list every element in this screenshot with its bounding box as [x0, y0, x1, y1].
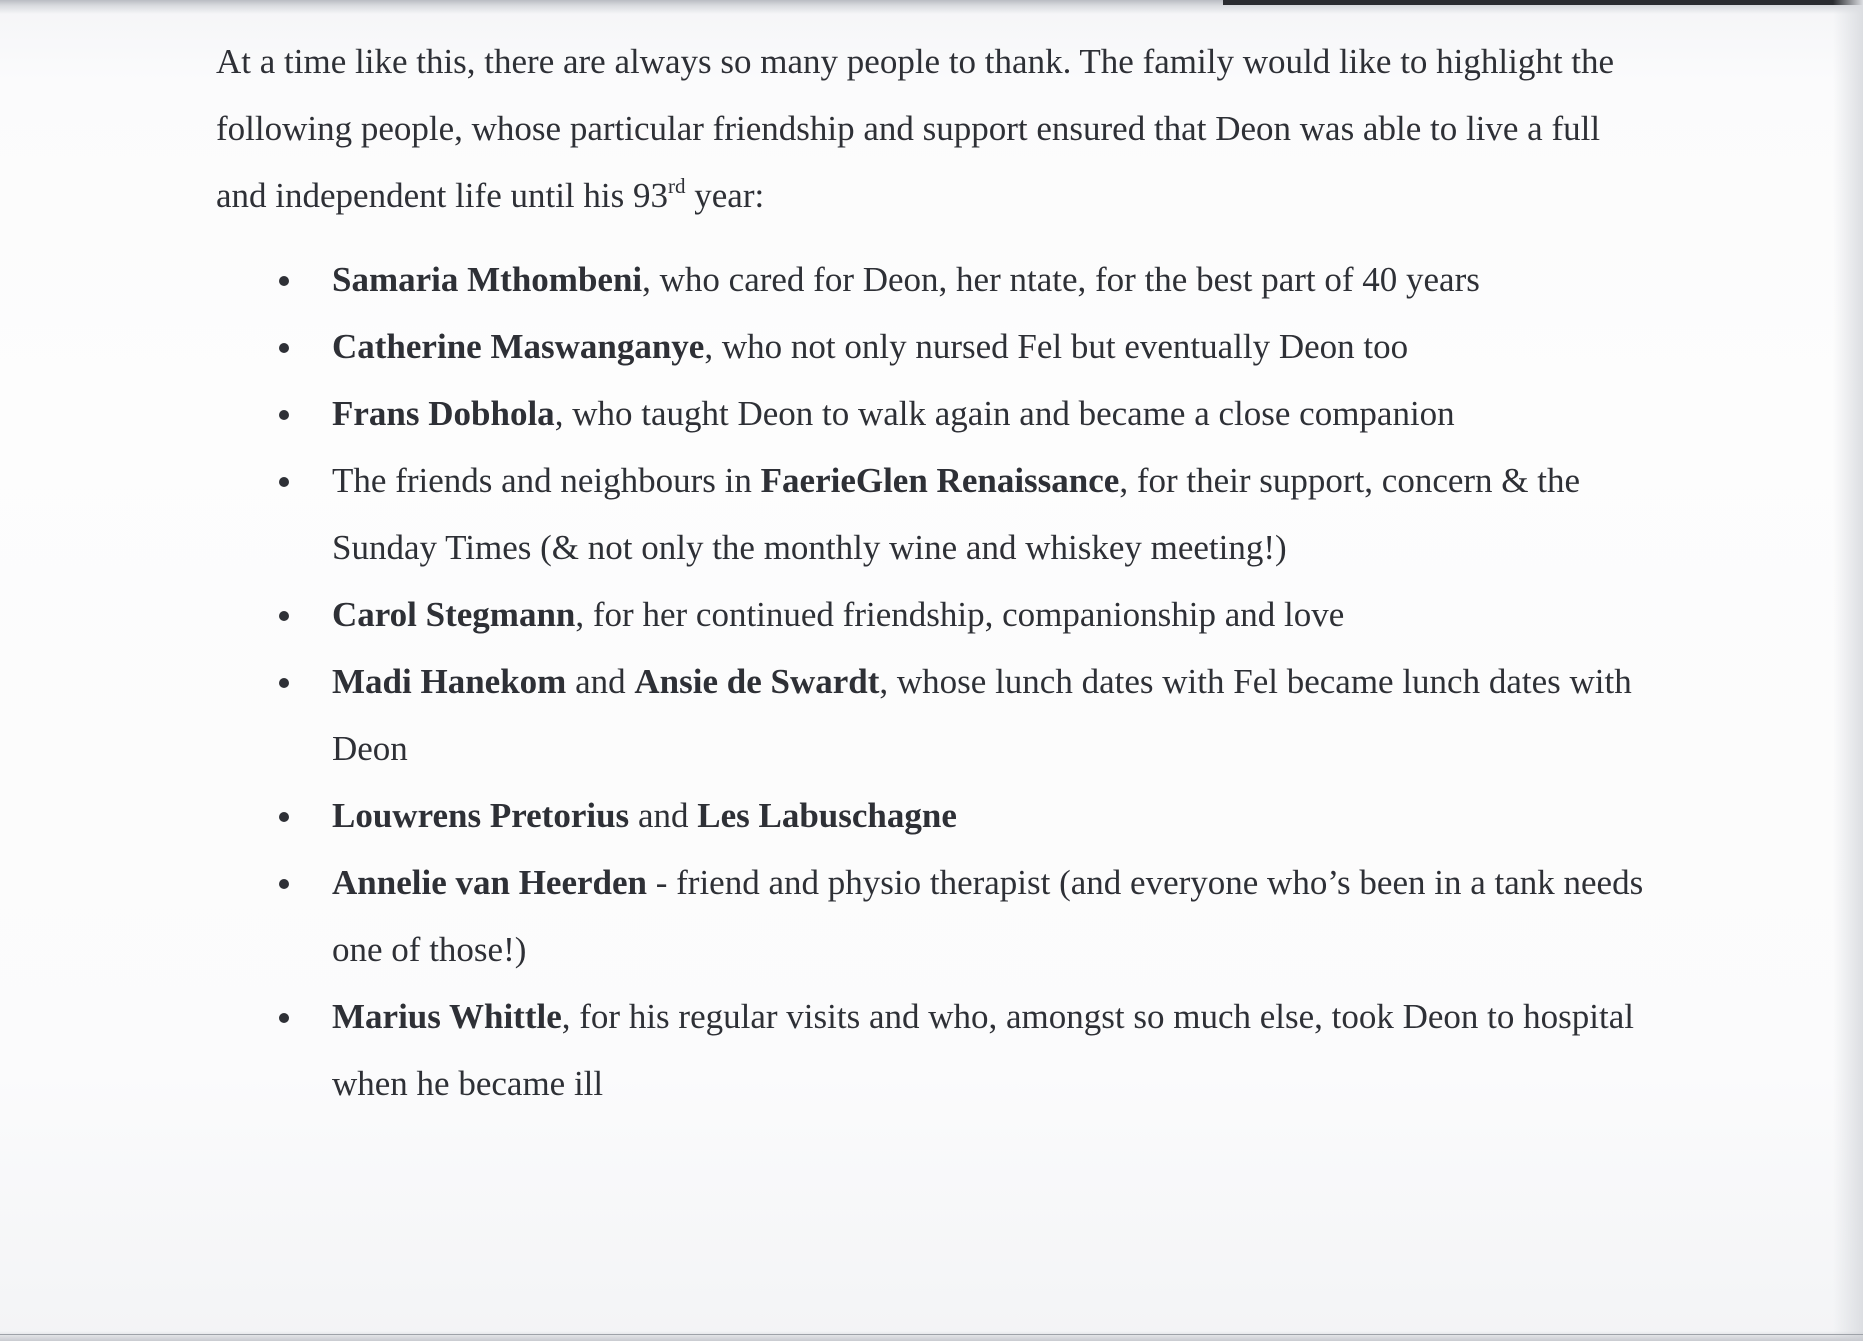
person-name: Catherine Maswanganye: [332, 327, 705, 366]
list-item: [216, 313, 1646, 380]
item-text: , who cared for Deon, her ntate, for the best part of 40 years: [642, 260, 1480, 299]
person-name: Annelie van Heerden: [332, 863, 647, 902]
list-item: [216, 983, 1646, 1117]
item-text: , whose lunch dates with Fel became lunch dates with Deon: [332, 662, 1632, 768]
intro-text: At a time like this, there are always so many people to thank. The family would like to highlight the following people, whose particular friendship and support ensured that Deon was able to live a full and independent life until his 93: [216, 42, 1615, 215]
paper-right-shadow: [1833, 0, 1863, 1341]
ordinal-suffix: rd: [668, 174, 686, 198]
list-item: [216, 447, 1646, 581]
person-name: Louwrens Pretorius: [332, 796, 630, 835]
group-name: FaerieGlen Renaissance: [760, 461, 1120, 500]
item-text: , for his regular visits and who, amongst so much else, took Deon to hospital when he became ill: [332, 997, 1634, 1103]
item-text: , for their support, concern & the Sunday Times (& not only the monthly wine and whiskey meeting!): [332, 461, 1581, 567]
paper-bottom-edge: [0, 1331, 1863, 1341]
person-name-2: Ansie de Swardt: [634, 662, 880, 701]
bullet-icon: [279, 879, 289, 889]
bullet-icon: [279, 477, 289, 487]
list-item: [216, 782, 1646, 849]
bullet-icon: [279, 410, 289, 420]
list-item: [216, 849, 1646, 983]
list-item: [216, 246, 1646, 313]
item-text: , for her continued friendship, companionship and love: [575, 595, 1345, 634]
intro-paragraph: [216, 28, 1646, 229]
person-name-2: Les Labuschagne: [697, 796, 957, 835]
item-conjunction: and: [629, 796, 698, 835]
item-conjunction: and: [566, 662, 635, 701]
document-body: [216, 28, 1646, 1117]
item-text: , who not only nursed Fel but eventually Deon too: [704, 327, 1409, 366]
person-name: Marius Whittle: [332, 997, 562, 1036]
list-item: [216, 581, 1646, 648]
bullet-icon: [279, 276, 289, 286]
item-text: , who taught Deon to walk again and became a close companion: [554, 394, 1455, 433]
person-name: Samaria Mthombeni: [332, 260, 643, 299]
list-item: [216, 380, 1646, 447]
person-name: Carol Stegmann: [332, 595, 576, 634]
bullet-icon: [279, 1013, 289, 1023]
intro-text-end: year:: [685, 176, 765, 215]
bullet-icon: [279, 678, 289, 688]
person-name: Frans Dobhola: [332, 394, 555, 433]
scan-dark-edge: [1223, 0, 1863, 5]
bullet-icon: [279, 812, 289, 822]
paper-bottom-rule: [0, 1334, 1863, 1335]
item-text: - friend and physio therapist (and everyone who’s been in a tank needs one of those!): [332, 863, 1644, 969]
bullet-icon: [279, 343, 289, 353]
bullet-icon: [279, 611, 289, 621]
acknowledgement-list: [216, 246, 1646, 1117]
list-item: [216, 648, 1646, 782]
item-prefix: The friends and neighbours in: [332, 461, 761, 500]
person-name: Madi Hanekom: [332, 662, 567, 701]
